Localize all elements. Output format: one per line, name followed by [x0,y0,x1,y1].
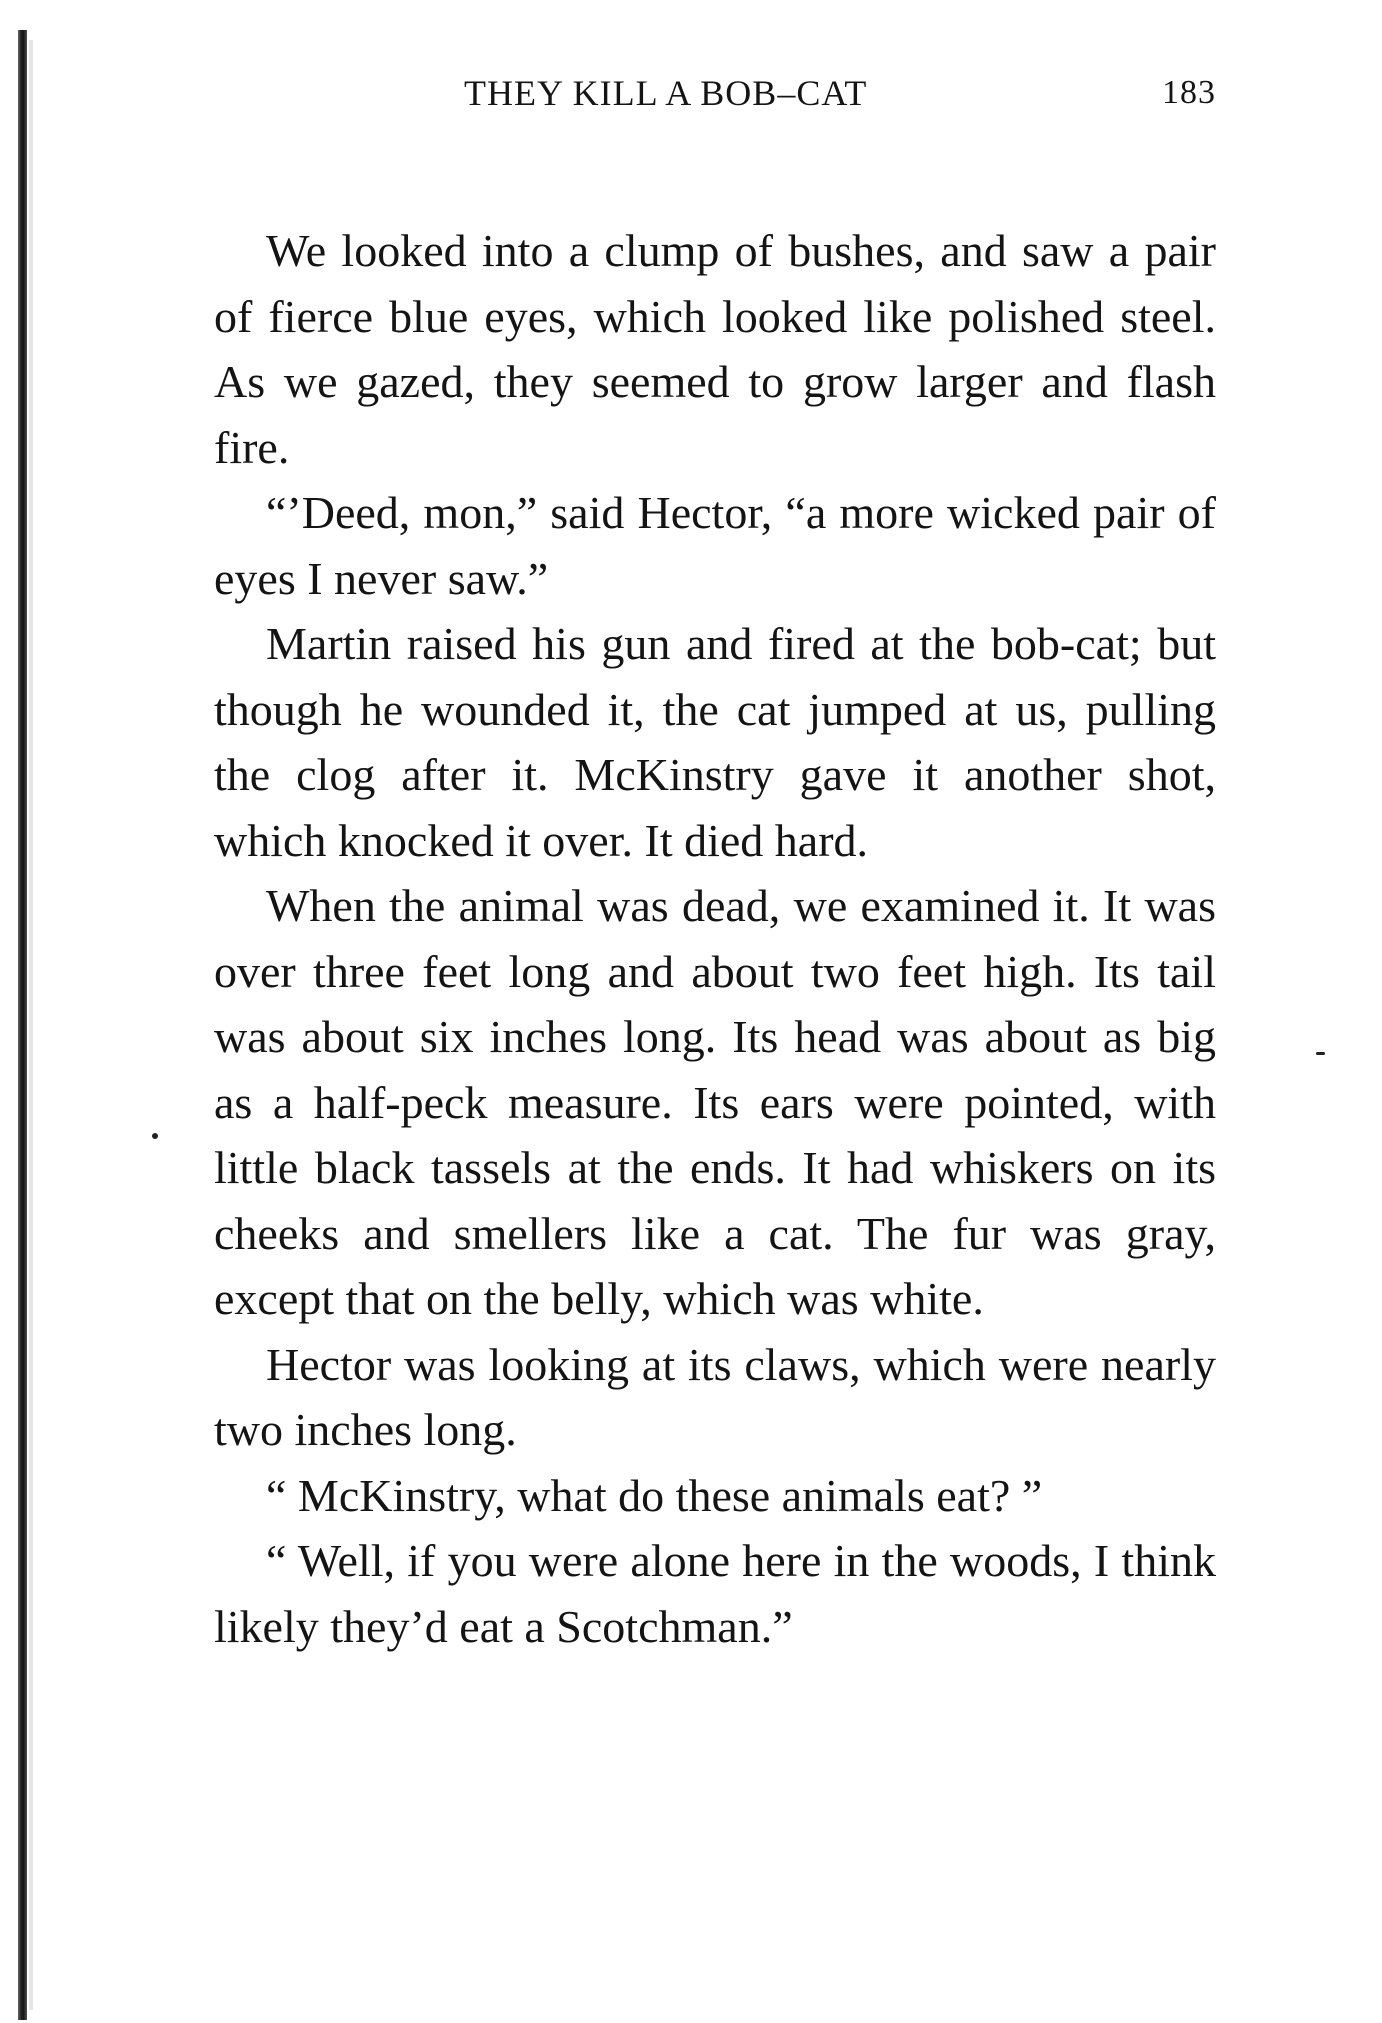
paragraph: Hector was looking at its claws, which were nearly two inches long. [214,1338,1216,1455]
page-number: 183 [1162,74,1216,111]
paragraph: “’Deed, mon,” said Hector, “a more wicked pair of eyes I never saw.” [214,487,1216,604]
ink-speck [152,1133,158,1139]
running-title: THEY KILL A BOB–CAT [464,73,868,113]
book-page [214,60,1216,1659]
ink-speck [1316,1052,1325,1055]
book-binding-edge [18,30,27,2020]
body-text [214,218,1216,1659]
paragraph: “ Well, if you were alone here in the woods, I think likely they’d eat a Scotchman.” [214,1535,1216,1652]
binding-shadow [29,40,33,2010]
paragraph: Martin raised his gun and fired at the bob-cat; but though he wounded it, the cat jumped at us, pulling the clog after it. McKinstry gave it another shot, which knocked it over. It died hard. [214,618,1216,866]
paragraph: We looked into a clump of bushes, and saw a pair of fierce blue eyes, which looked like polished steel. As we gazed, they seemed to grow larger and flash fire. [214,225,1216,473]
running-header [214,60,1216,116]
paragraph: “ McKinstry, what do these animals eat? ” [266,1469,1043,1521]
paragraph: When the animal was dead, we examined it. It was over three feet long and about two feet high. Its tail was about six inches long. Its head was about as big as a half-peck measure. Its ears were pointed, with little black tassels at the ends. It had whiskers on its cheeks and smellers like a cat. The fur was gray, except that on the belly, which was white. [214,880,1216,1324]
